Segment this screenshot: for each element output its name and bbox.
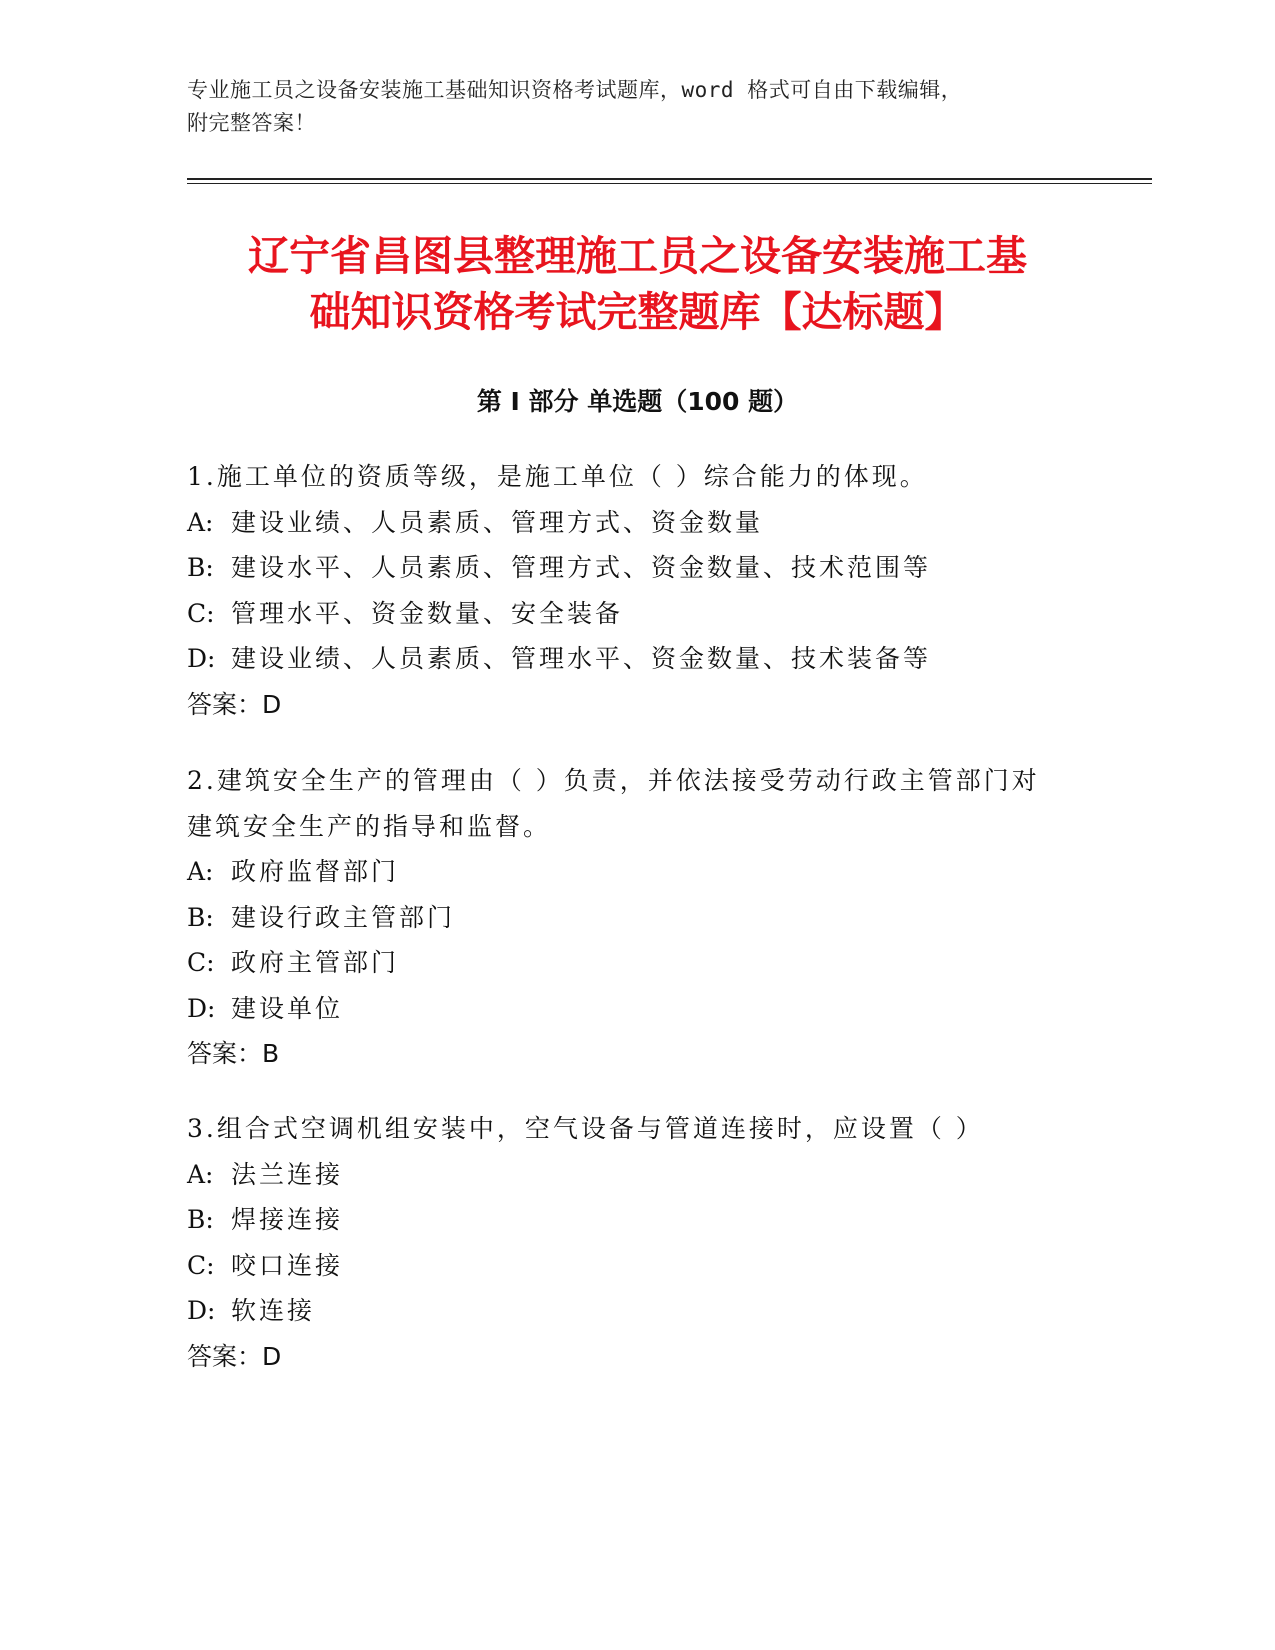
option-text: 建设业绩、人员素质、管理方式、资金数量 xyxy=(231,507,764,537)
option-text: 软连接 xyxy=(231,1296,316,1325)
option-d xyxy=(187,1288,1087,1334)
option-key: D: xyxy=(187,644,216,673)
question-text-line-1: 2.建筑安全生产的管理由（ ）负责，并依法接受劳动行政主管部门对 xyxy=(187,766,1040,795)
answer: 答案：D xyxy=(187,1341,282,1371)
answer: 答案：D xyxy=(187,689,282,719)
option-b xyxy=(187,895,1087,941)
option-text: 政府主管部门 xyxy=(231,948,400,977)
option-text: 政府监督部门 xyxy=(231,857,400,886)
option-a xyxy=(187,849,1087,895)
document-title-line-1: 辽宁省昌图县整理施工员之设备安装施工基 xyxy=(248,232,1027,280)
option-text: 建设单位 xyxy=(231,993,344,1023)
question-text: 1.施工单位的资质等级，是施工单位（ ）综合能力的体现。 xyxy=(187,462,928,491)
option-key: C: xyxy=(187,948,215,977)
option-key: B: xyxy=(187,902,214,932)
option-text: 焊接连接 xyxy=(231,1205,344,1234)
option-key: B: xyxy=(187,1205,214,1234)
option-key: A: xyxy=(187,1159,214,1189)
document-title-line-2: 础知识资格考试完整题库【达标题】 xyxy=(309,288,966,336)
option-c xyxy=(187,1243,1087,1289)
option-b xyxy=(187,1197,1087,1243)
option-text: 建设业绩、人员素质、管理水平、资金数量、技术装备等 xyxy=(231,644,932,673)
header-note xyxy=(187,74,1087,140)
header-note-line-1: 专业施工员之设备安装施工基础知识资格考试题库，word 格式可自由下载编辑， xyxy=(187,78,963,102)
option-key: A: xyxy=(187,507,214,537)
option-text: 管理水平、资金数量、安全装备 xyxy=(231,598,624,628)
option-text: 法兰连接 xyxy=(231,1159,344,1189)
option-key: C: xyxy=(187,598,215,628)
option-d xyxy=(187,986,1087,1032)
option-text: 咬口连接 xyxy=(231,1250,344,1280)
question-1 xyxy=(187,454,1087,727)
header-divider-thick xyxy=(187,178,1152,180)
option-a xyxy=(187,500,1087,546)
header-note-line-2: 附完整答案！ xyxy=(187,111,316,135)
option-b xyxy=(187,545,1087,591)
question-text-line-2: 建筑安全生产的指导和监督。 xyxy=(187,811,552,841)
question-2 xyxy=(187,758,1087,1077)
option-key: D: xyxy=(187,993,216,1023)
option-key: C: xyxy=(187,1250,215,1280)
option-key: D: xyxy=(187,1296,216,1325)
option-text: 建设行政主管部门 xyxy=(231,902,456,932)
option-a xyxy=(187,1152,1087,1198)
document-title xyxy=(150,228,1125,340)
header-divider-thin xyxy=(187,183,1152,184)
option-key: B: xyxy=(187,553,214,582)
option-key: A: xyxy=(187,857,214,886)
answer: 答案：B xyxy=(187,1039,280,1068)
option-d xyxy=(187,636,1087,682)
option-text: 建设水平、人员素质、管理方式、资金数量、技术范围等 xyxy=(231,553,932,582)
question-3 xyxy=(187,1106,1087,1379)
option-c xyxy=(187,940,1087,986)
question-text: 3.组合式空调机组安装中，空气设备与管道连接时，应设置（ ） xyxy=(187,1114,984,1143)
option-c xyxy=(187,591,1087,637)
section-title: 第 I 部分 单选题（100 题） xyxy=(476,387,799,416)
